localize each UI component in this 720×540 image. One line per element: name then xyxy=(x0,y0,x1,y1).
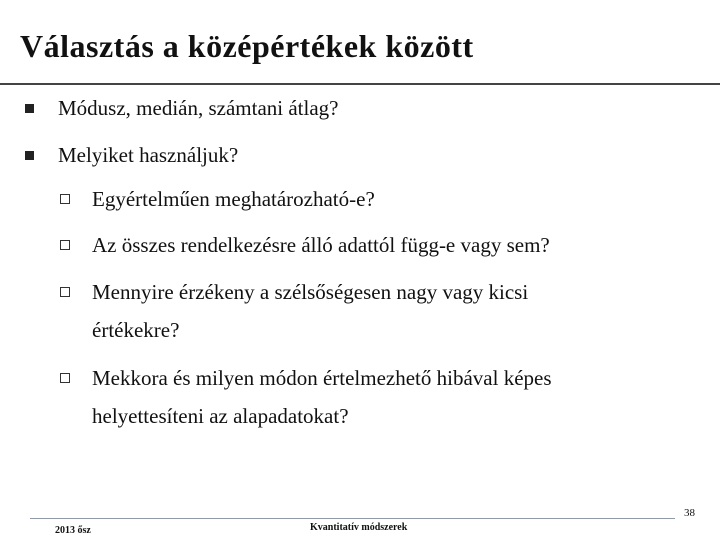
subbullet-text: Egyértelműen meghatározható-e? xyxy=(92,187,375,211)
bullet-text: Melyiket használjuk? xyxy=(58,143,239,167)
subbullet-text: Mekkora és milyen módon értelmezhető hibával képes xyxy=(92,366,552,390)
subbullet-text: Az összes rendelkezésre álló adattól függ-e vagy sem? xyxy=(92,233,550,257)
subbullet-text-continuation: értékekre? xyxy=(92,318,180,342)
hollow-square-icon xyxy=(60,194,70,204)
bullet-square-icon xyxy=(25,104,34,113)
bullet-text: Módusz, medián, számtani átlag? xyxy=(58,96,339,120)
bullet-square-icon xyxy=(25,151,34,160)
subbullet-text: Mennyire érzékeny a szélsőségesen nagy vagy kicsi xyxy=(92,280,529,304)
hollow-square-icon xyxy=(60,287,70,297)
title-divider xyxy=(0,83,720,85)
hollow-square-icon xyxy=(60,240,70,250)
subbullet-text-continuation: helyettesíteni az alapadatokat? xyxy=(92,404,349,428)
slide-title: Választás a középértékek között xyxy=(20,28,474,64)
footer-divider xyxy=(30,518,675,519)
hollow-square-icon xyxy=(60,373,70,383)
page-number: 38 xyxy=(684,507,695,519)
footer-course-title: Kvantitatív módszerek xyxy=(310,522,408,533)
footer-semester: 2013 ősz xyxy=(55,525,91,536)
